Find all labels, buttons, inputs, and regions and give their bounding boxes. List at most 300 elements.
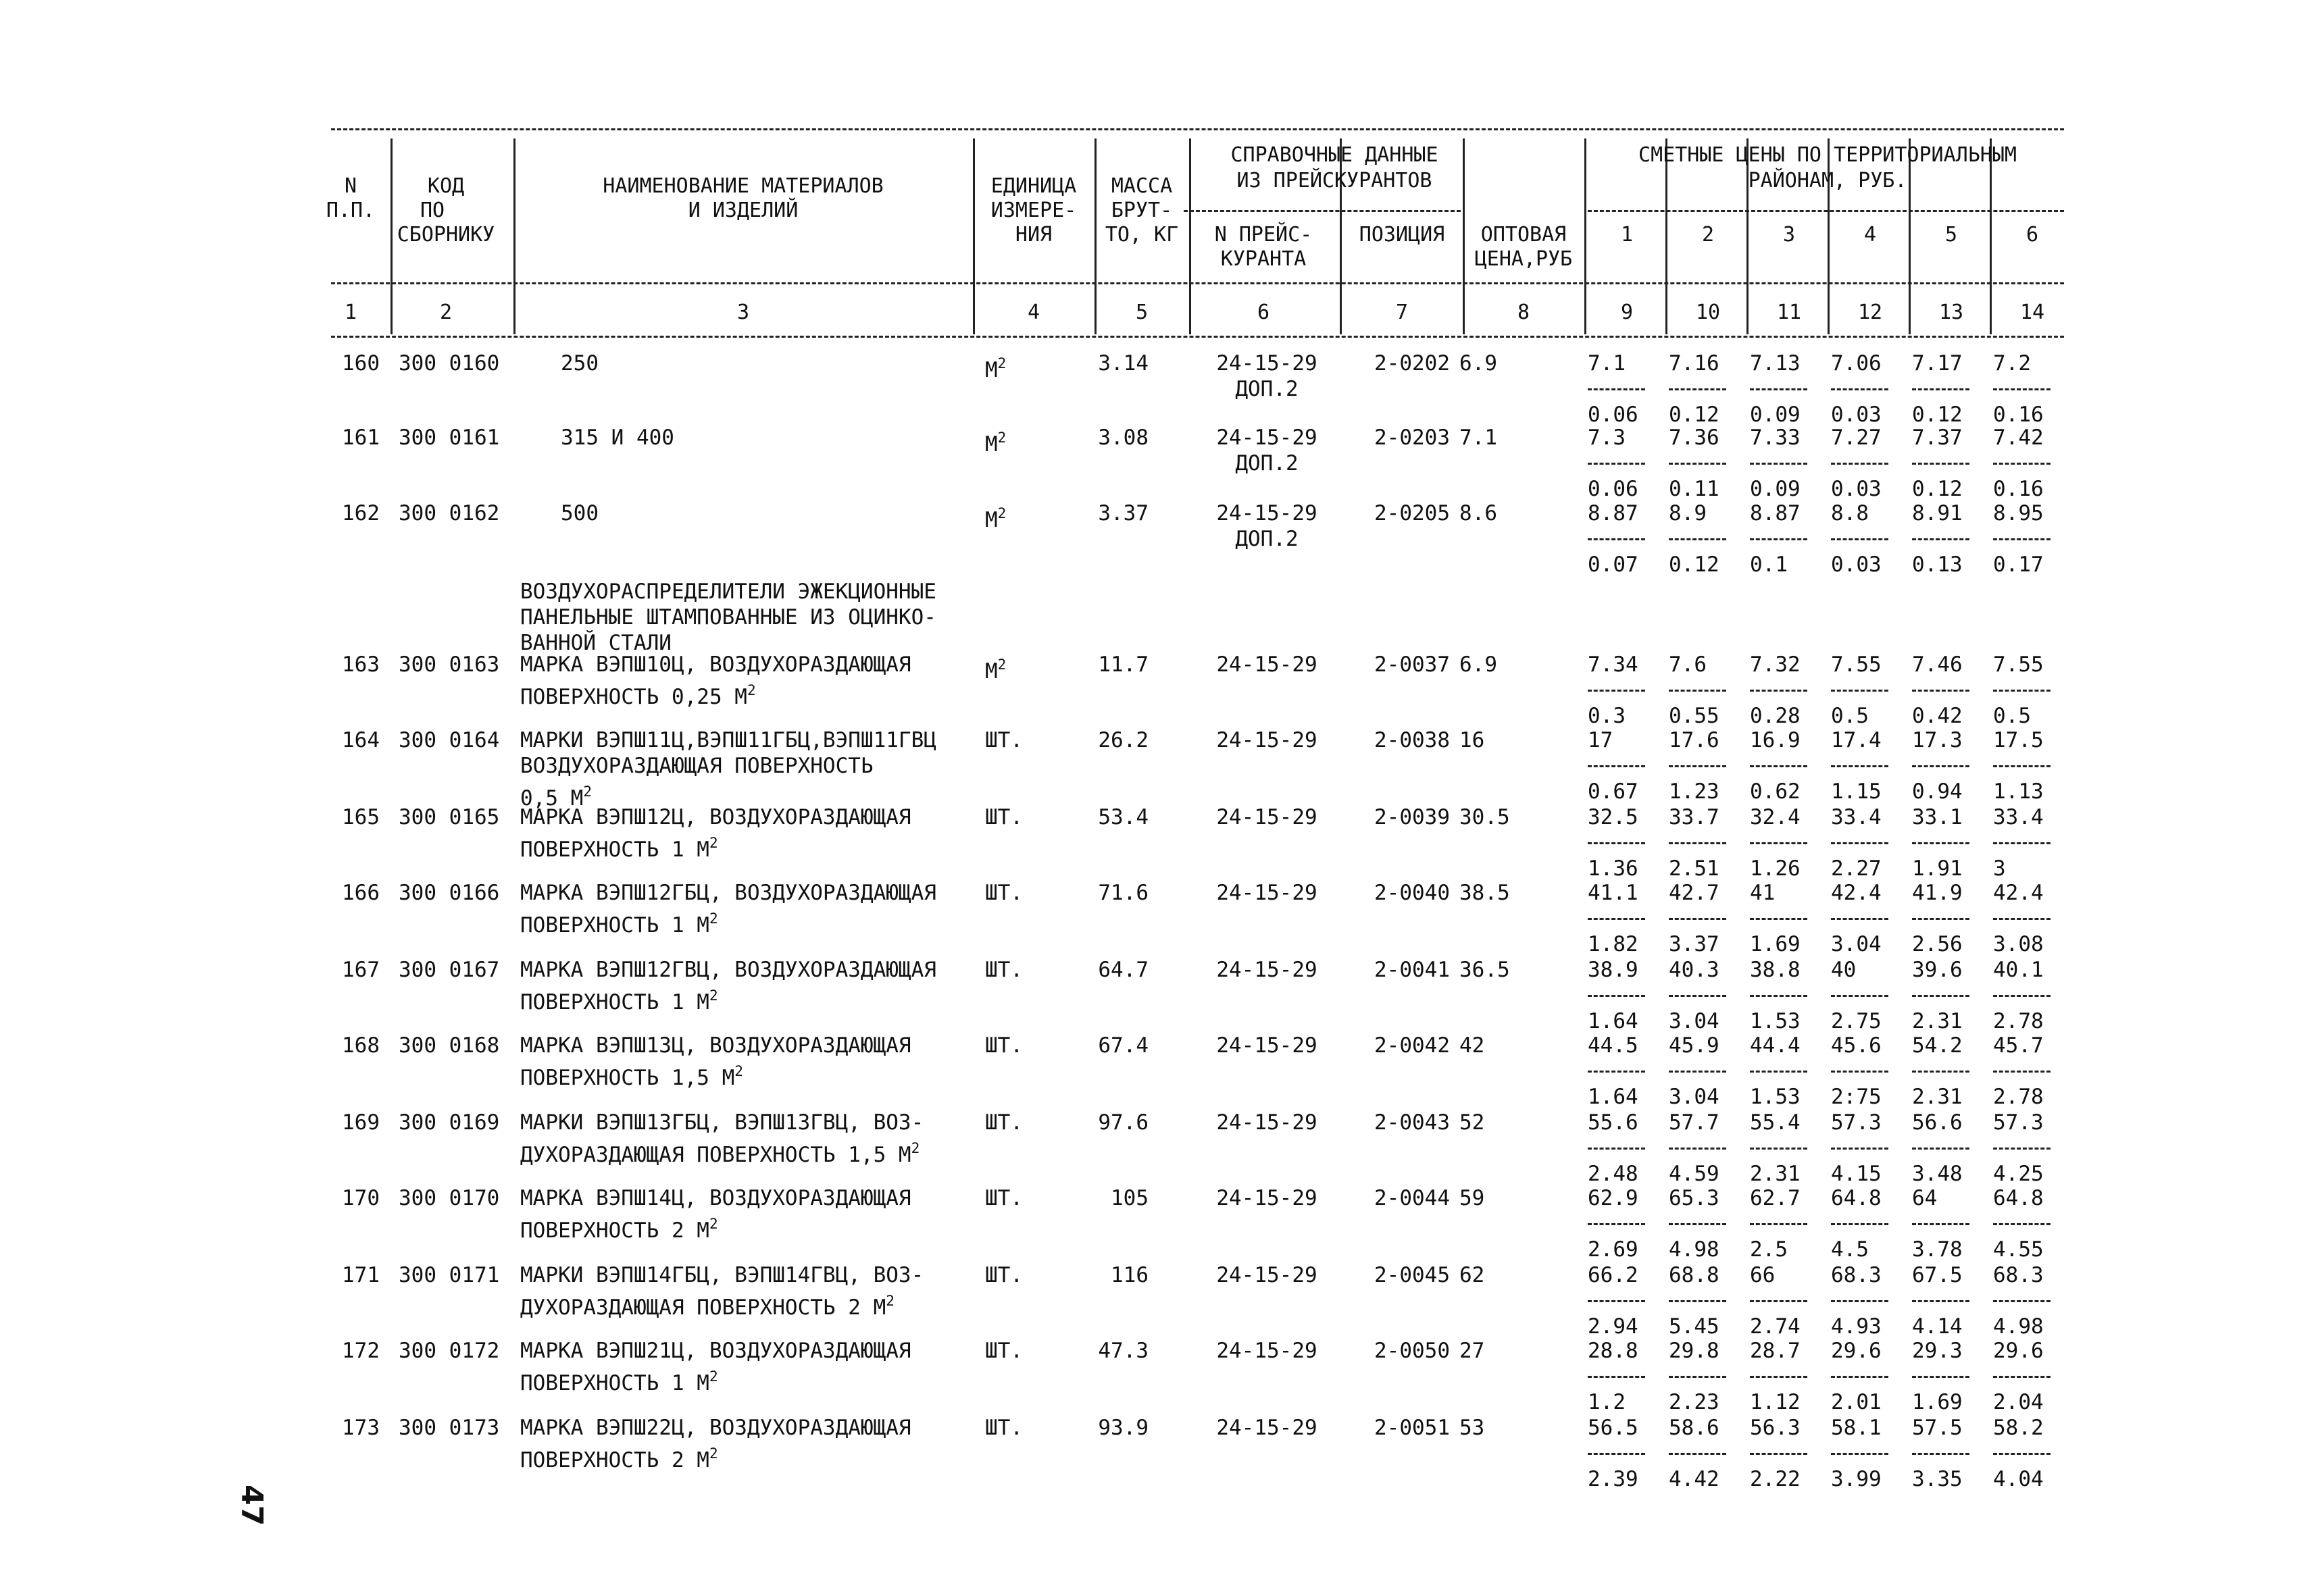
row-region-price-4: 58.1 [1831, 1416, 1882, 1440]
fraction-bar [1669, 388, 1726, 390]
row-wholesale-price: 27 [1459, 1339, 1485, 1363]
fraction-bar [1588, 538, 1645, 540]
row-region-transport-2: 4.98 [1669, 1237, 1719, 1262]
fraction-bar [1912, 1376, 1969, 1378]
superscript-exponent: 2 [709, 1216, 718, 1232]
row-region-transport-6: 0.5 [1993, 704, 2031, 728]
row-region-price-5: 39.6 [1912, 958, 1963, 982]
row-region-price-6: 64.8 [1993, 1186, 2044, 1210]
row-region-price-1: 8.87 [1588, 501, 1638, 525]
row-region-transport-4: 3.04 [1831, 932, 1882, 956]
row-price-list: 24-15-29 [1216, 351, 1317, 376]
row-region-transport-1: 0.07 [1588, 552, 1638, 577]
row-name-line: 250 [561, 351, 599, 376]
row-unit: ШТ. [985, 1033, 1023, 1058]
row-region-price-6: 58.2 [1993, 1416, 2044, 1440]
column-number-11: 11 [1776, 301, 1802, 324]
row-region-transport-4: 3.99 [1831, 1467, 1882, 1491]
column-number-13: 13 [1938, 301, 1964, 324]
fraction-bar [1912, 842, 1969, 844]
page-number: 47 [234, 1485, 269, 1526]
fraction-bar [1831, 1148, 1888, 1150]
column-separator [1746, 138, 1749, 334]
fraction-bar [1750, 690, 1807, 692]
row-region-price-1: 38.9 [1588, 958, 1638, 982]
row-unit: ШТ. [985, 1110, 1023, 1135]
row-region-price-5: 8.91 [1912, 501, 1963, 525]
fraction-bar [1993, 765, 2051, 767]
column-number-1: 1 [344, 301, 357, 324]
header-col1-line2: П.П. [326, 199, 376, 222]
superscript-exponent: 2 [709, 1445, 718, 1462]
header-col4-line3: НИЯ [1015, 223, 1053, 247]
fraction-bar [1588, 1453, 1645, 1455]
column-number-7: 7 [1395, 301, 1409, 324]
fraction-bar [1669, 1071, 1726, 1073]
row-mass: 3.14 [1098, 351, 1149, 376]
fraction-bar [1669, 995, 1726, 997]
row-name-line: ДУХОРАЗДАЮЩАЯ ПОВЕРХНОСТЬ 2 $М^2$ [520, 1293, 895, 1320]
row-wholesale-price: 7.1 [1459, 426, 1497, 450]
row-name-line: МАРКА ВЭПШ12Ц, ВОЗДУХОРАЗДАЮЩАЯ [520, 805, 911, 829]
row-code: 300 0166 [399, 881, 500, 905]
header-col6-line2: КУРАНТА [1220, 247, 1307, 271]
fraction-bar [1588, 1300, 1645, 1302]
fraction-bar [1831, 918, 1888, 920]
row-price-list: 24-15-29 [1216, 1033, 1317, 1058]
fraction-bar [1588, 1376, 1645, 1378]
row-region-price-2: 7.16 [1669, 351, 1719, 376]
header-ref-group-line1: СПРАВОЧНЫЕ ДАННЫЕ [1230, 143, 1438, 167]
row-number: 170 [342, 1186, 380, 1210]
superscript-exponent: 2 [709, 835, 718, 851]
row-region-transport-4: 2.01 [1831, 1390, 1882, 1414]
row-code: 300 0168 [399, 1033, 500, 1058]
row-code: 300 0171 [399, 1263, 500, 1287]
row-region-transport-4: 2:75 [1831, 1085, 1882, 1109]
row-name-line: МАРКИ ВЭПШ13ГБЦ, ВЭПШ13ГВЦ, ВОЗ- [520, 1110, 924, 1135]
fraction-bar [1669, 1376, 1726, 1378]
superscript-exponent: 2 [734, 1063, 743, 1079]
row-region-transport-5: 2.31 [1912, 1085, 1963, 1109]
row-unit: ШТ. [985, 1263, 1023, 1287]
header-col8-line1: ОПТОВАЯ [1480, 223, 1567, 247]
row-unit: $М^2$ [985, 430, 1007, 457]
fraction-bar [1831, 842, 1888, 844]
row-region-price-6: 7.55 [1993, 652, 2044, 677]
row-region-price-5: 67.5 [1912, 1263, 1963, 1287]
row-region-transport-3: 1.26 [1750, 856, 1801, 881]
row-name-line: МАРКИ ВЭПШ11Ц,ВЭПШ11ГБЦ,ВЭПШ11ГВЦ [520, 728, 936, 752]
row-number: 168 [342, 1033, 380, 1058]
row-region-price-1: 62.9 [1588, 1186, 1638, 1210]
column-number-9: 9 [1620, 301, 1634, 324]
row-region-transport-6: 4.98 [1993, 1314, 2044, 1339]
row-price-list: 24-15-29 [1216, 1110, 1317, 1135]
row-region-price-1: 41.1 [1588, 881, 1638, 905]
row-mass: 105 [1111, 1186, 1149, 1210]
header-prices-group-line1: СМЕТНЫЕ ЦЕНЫ ПО ТЕРРИТОРИАЛЬНЫМ [1638, 143, 2017, 167]
header-top-rule [331, 128, 2064, 130]
fraction-bar [1831, 1453, 1888, 1455]
fraction-bar [1912, 690, 1969, 692]
row-wholesale-price: 30.5 [1459, 805, 1510, 829]
header-col5-line1: МАССА [1111, 174, 1173, 198]
row-region-transport-3: 2.5 [1750, 1237, 1788, 1262]
row-region-price-5: 33.1 [1912, 805, 1963, 829]
fraction-bar [1912, 765, 1969, 767]
header-col2-line2: ПО [420, 199, 445, 222]
row-region-transport-4: 4.93 [1831, 1314, 1882, 1339]
row-region-transport-5: 3.48 [1912, 1162, 1963, 1186]
row-region-price-1: 7.34 [1588, 652, 1638, 677]
header-region-6: 6 [2026, 223, 2039, 247]
row-number: 160 [342, 351, 380, 376]
row-number: 167 [342, 958, 380, 982]
fraction-bar [1993, 1300, 2051, 1302]
row-region-price-6: 7.2 [1993, 351, 2031, 376]
row-price-list: 24-15-29 [1216, 1339, 1317, 1363]
row-region-price-2: 65.3 [1669, 1186, 1719, 1210]
header-region-1: 1 [1620, 223, 1634, 247]
row-position: 2-0050 [1374, 1339, 1450, 1363]
fraction-bar [1912, 1071, 1969, 1073]
row-region-transport-5: 0.42 [1912, 704, 1963, 728]
row-unit: $М^2$ [985, 355, 1007, 382]
row-name-line: ПОВЕРХНОСТЬ 1 $М^2$ [520, 910, 718, 937]
row-region-transport-1: 1.36 [1588, 856, 1638, 881]
row-region-transport-5: 2.31 [1912, 1009, 1963, 1033]
row-mass: 3.37 [1098, 501, 1149, 525]
header-ref-group-line2: ИЗ ПРЕЙСКУРАНТОВ [1236, 169, 1432, 192]
row-region-transport-3: 0.09 [1750, 403, 1801, 427]
fraction-bar [1993, 463, 2051, 465]
row-region-price-4: 68.3 [1831, 1263, 1882, 1287]
header-region-2: 2 [1701, 223, 1715, 247]
row-region-price-2: 45.9 [1669, 1033, 1719, 1058]
row-region-transport-6: 3.08 [1993, 932, 2044, 956]
header-col2-line1: КОД [427, 174, 465, 198]
row-region-price-2: 68.8 [1669, 1263, 1719, 1287]
row-price-list: 24-15-29 [1216, 1186, 1317, 1210]
row-region-transport-2: 3.04 [1669, 1085, 1719, 1109]
fraction-bar [1831, 1223, 1888, 1225]
row-region-price-4: 29.6 [1831, 1339, 1882, 1363]
row-region-price-1: 56.5 [1588, 1416, 1638, 1440]
column-number-4: 4 [1027, 301, 1040, 324]
header-region-4: 4 [1863, 223, 1877, 247]
row-mass: 26.2 [1098, 728, 1149, 752]
fraction-bar [1993, 918, 2051, 920]
header-mid-rule [331, 282, 2064, 284]
row-name-line: ПОВЕРХНОСТЬ 1,5 $М^2$ [520, 1063, 743, 1090]
row-region-price-3: 32.4 [1750, 805, 1801, 829]
row-price-list: 24-15-29 [1216, 501, 1317, 525]
row-region-price-3: 56.3 [1750, 1416, 1801, 1440]
superscript-exponent: 2 [997, 430, 1007, 446]
row-unit: ШТ. [985, 1186, 1023, 1210]
row-position: 2-0037 [1374, 652, 1450, 677]
header-region-5: 5 [1944, 223, 1958, 247]
fraction-bar [1750, 1376, 1807, 1378]
row-region-price-6: 45.7 [1993, 1033, 2044, 1058]
row-number: 173 [342, 1416, 380, 1440]
row-region-price-6: 17.5 [1993, 728, 2044, 752]
row-position: 2-0042 [1374, 1033, 1450, 1058]
fraction-bar [1831, 463, 1888, 465]
row-position: 2-0038 [1374, 728, 1450, 752]
fraction-bar [1588, 1071, 1645, 1073]
header-col1-line1: N [344, 174, 357, 198]
row-region-price-5: 29.3 [1912, 1339, 1963, 1363]
column-separator [1909, 138, 1911, 334]
row-position: 2-0051 [1374, 1416, 1450, 1440]
row-region-transport-4: 4.5 [1831, 1237, 1869, 1262]
row-region-price-3: 66 [1750, 1263, 1776, 1287]
row-region-transport-1: 1.64 [1588, 1009, 1638, 1033]
row-region-price-4: 17.4 [1831, 728, 1882, 752]
row-region-price-2: 7.36 [1669, 426, 1719, 450]
row-region-price-2: 8.9 [1669, 501, 1707, 525]
row-code: 300 0163 [399, 652, 500, 677]
row-region-price-1: 7.3 [1588, 426, 1626, 450]
fraction-bar [1750, 918, 1807, 920]
row-code: 300 0160 [399, 351, 500, 376]
row-region-transport-6: 1.13 [1993, 779, 2044, 804]
fraction-bar [1912, 463, 1969, 465]
row-name-line: МАРКА ВЭПШ12ГВЦ, ВОЗДУХОРАЗДАЮЩАЯ [520, 958, 936, 982]
superscript-exponent: 2 [709, 987, 718, 1004]
row-region-price-2: 29.8 [1669, 1339, 1719, 1363]
section-title-line-2: ПАНЕЛЬНЫЕ ШТАМПОВАННЫЕ ИЗ ОЦИНКО- [520, 605, 936, 629]
row-region-transport-4: 2.27 [1831, 856, 1882, 881]
fraction-bar [1912, 995, 1969, 997]
row-region-price-3: 41 [1750, 881, 1776, 905]
row-region-price-4: 57.3 [1831, 1110, 1882, 1135]
fraction-bar [1993, 388, 2051, 390]
row-region-price-5: 64 [1912, 1186, 1938, 1210]
row-region-price-4: 33.4 [1831, 805, 1882, 829]
superscript-exponent: 2 [747, 682, 756, 698]
row-region-price-3: 62.7 [1750, 1186, 1801, 1210]
fraction-bar [1993, 690, 2051, 692]
row-region-price-6: 57.3 [1993, 1110, 2044, 1135]
column-separator [391, 138, 393, 334]
row-code: 300 0162 [399, 501, 500, 525]
superscript-exponent: 2 [709, 1368, 718, 1385]
row-region-price-5: 7.17 [1912, 351, 1963, 376]
row-name-line: МАРКА ВЭПШ21Ц, ВОЗДУХОРАЗДАЮЩАЯ [520, 1339, 911, 1363]
row-region-price-5: 56.6 [1912, 1110, 1963, 1135]
fraction-bar [1831, 995, 1888, 997]
row-region-transport-2: 0.55 [1669, 704, 1719, 728]
column-separator [1990, 138, 1992, 334]
row-region-price-6: 68.3 [1993, 1263, 2044, 1287]
row-region-transport-2: 3.37 [1669, 932, 1719, 956]
row-unit: ШТ. [985, 881, 1023, 905]
row-region-transport-1: 1.2 [1588, 1390, 1626, 1414]
row-wholesale-price: 8.6 [1459, 501, 1497, 525]
row-region-price-2: 33.7 [1669, 805, 1719, 829]
row-number: 161 [342, 426, 380, 450]
fraction-bar [1750, 765, 1807, 767]
fraction-bar [1588, 463, 1645, 465]
fraction-bar [1831, 388, 1888, 390]
fraction-bar [1588, 918, 1645, 920]
row-wholesale-price: 62 [1459, 1263, 1485, 1287]
row-region-price-6: 7.42 [1993, 426, 2044, 450]
row-region-price-2: 57.7 [1669, 1110, 1719, 1135]
header-col3-line1: НАИМЕНОВАНИЕ МАТЕРИАЛОВ [603, 174, 884, 198]
row-region-price-3: 28.7 [1750, 1339, 1801, 1363]
row-region-price-6: 40.1 [1993, 958, 2044, 982]
fraction-bar [1993, 538, 2051, 540]
row-region-transport-2: 0.11 [1669, 477, 1719, 501]
header-col5-line2: БРУТ- [1111, 199, 1173, 222]
row-region-transport-4: 1.15 [1831, 779, 1882, 804]
row-mass: 3.08 [1098, 426, 1149, 450]
header-region-3: 3 [1782, 223, 1796, 247]
prices-group-rule [1588, 210, 2064, 212]
row-price-list: 24-15-29 [1216, 652, 1317, 677]
row-name-line: 315 И 400 [561, 426, 674, 450]
row-wholesale-price: 52 [1459, 1110, 1485, 1135]
row-region-transport-1: 0.67 [1588, 779, 1638, 804]
fraction-bar [1669, 463, 1726, 465]
superscript-exponent: 2 [997, 657, 1007, 673]
row-region-price-6: 29.6 [1993, 1339, 2044, 1363]
fraction-bar [1993, 1453, 2051, 1455]
row-number: 166 [342, 881, 380, 905]
header-col2-line3: СБОРНИКУ [397, 223, 495, 247]
row-region-price-2: 58.6 [1669, 1416, 1719, 1440]
row-region-price-4: 40 [1831, 958, 1857, 982]
row-region-transport-6: 4.55 [1993, 1237, 2044, 1262]
row-unit: ШТ. [985, 728, 1023, 752]
fraction-bar [1912, 1148, 1969, 1150]
row-wholesale-price: 36.5 [1459, 958, 1510, 982]
row-region-price-1: 28.8 [1588, 1339, 1638, 1363]
fraction-bar [1993, 1223, 2051, 1225]
row-price-list: 24-15-29 [1216, 1263, 1317, 1287]
row-mass: 93.9 [1098, 1416, 1149, 1440]
row-name-line: МАРКА ВЭПШ14Ц, ВОЗДУХОРАЗДАЮЩАЯ [520, 1186, 911, 1210]
fraction-bar [1750, 1071, 1807, 1073]
row-region-price-3: 38.8 [1750, 958, 1801, 982]
row-region-price-1: 17 [1588, 728, 1613, 752]
row-name-line: ПОВЕРХНОСТЬ 2 $М^2$ [520, 1445, 718, 1472]
row-region-transport-4: 4.15 [1831, 1162, 1882, 1186]
row-region-price-3: 7.33 [1750, 426, 1801, 450]
fraction-bar [1912, 538, 1969, 540]
row-mass: 71.6 [1098, 881, 1149, 905]
row-wholesale-price: 6.9 [1459, 652, 1497, 677]
column-separator [1665, 138, 1667, 334]
fraction-bar [1750, 1300, 1807, 1302]
fraction-bar [1750, 388, 1807, 390]
row-region-price-2: 40.3 [1669, 958, 1719, 982]
fraction-bar [1750, 463, 1807, 465]
row-region-transport-4: 0.5 [1831, 704, 1869, 728]
fraction-bar [1831, 1300, 1888, 1302]
column-number-14: 14 [2019, 301, 2045, 324]
row-name-line: 0,5 $М^2$ [520, 783, 592, 810]
fraction-bar [1588, 842, 1645, 844]
row-code: 300 0167 [399, 958, 500, 982]
row-position: 2-0044 [1374, 1186, 1450, 1210]
row-region-price-4: 7.55 [1831, 652, 1882, 677]
row-region-price-2: 7.6 [1669, 652, 1707, 677]
row-number: 162 [342, 501, 380, 525]
row-name-line: МАРКА ВЭПШ10Ц, ВОЗДУХОРАЗДАЮЩАЯ [520, 652, 911, 677]
header-col3-line2: И ИЗДЕЛИЙ [688, 199, 799, 222]
row-region-price-5: 17.3 [1912, 728, 1963, 752]
row-region-transport-1: 2.39 [1588, 1467, 1638, 1491]
row-number: 171 [342, 1263, 380, 1287]
row-mass: 116 [1111, 1263, 1149, 1287]
ref-group-rule [1184, 210, 1461, 212]
row-region-price-3: 44.4 [1750, 1033, 1801, 1058]
row-mass: 67.4 [1098, 1033, 1149, 1058]
row-region-transport-5: 0.94 [1912, 779, 1963, 804]
row-name-line: ПОВЕРХНОСТЬ 1 $М^2$ [520, 835, 718, 862]
fraction-bar [1993, 842, 2051, 844]
row-unit: $М^2$ [985, 505, 1007, 532]
section-title-line-1: ВОЗДУХОРАСПРЕДЕЛИТЕЛИ ЭЖЕКЦИОННЫЕ [520, 580, 936, 604]
row-region-transport-2: 0.12 [1669, 403, 1719, 427]
row-region-transport-2: 2.23 [1669, 1390, 1719, 1414]
row-region-transport-4: 0.03 [1831, 403, 1882, 427]
fraction-bar [1669, 538, 1726, 540]
row-region-transport-6: 0.17 [1993, 552, 2044, 577]
row-code: 300 0161 [399, 426, 500, 450]
column-number-12: 12 [1857, 301, 1883, 324]
row-number: 165 [342, 805, 380, 829]
superscript-exponent: 2 [911, 1140, 920, 1156]
row-price-list: 24-15-29 [1216, 426, 1317, 450]
row-position: 2-0203 [1374, 426, 1450, 450]
row-region-transport-2: 1.23 [1669, 779, 1719, 804]
fraction-bar [1669, 1300, 1726, 1302]
row-region-transport-3: 2.31 [1750, 1162, 1801, 1186]
row-region-transport-3: 2.22 [1750, 1467, 1801, 1491]
fraction-bar [1588, 1223, 1645, 1225]
row-wholesale-price: 53 [1459, 1416, 1485, 1440]
column-separator [1340, 138, 1342, 334]
row-mass: 64.7 [1098, 958, 1149, 982]
row-region-transport-3: 0.1 [1750, 552, 1788, 577]
row-region-transport-6: 0.16 [1993, 477, 2044, 501]
row-price-list: 24-15-29 [1216, 1416, 1317, 1440]
row-region-price-1: 32.5 [1588, 805, 1638, 829]
row-region-transport-1: 0.3 [1588, 704, 1626, 728]
row-code: 300 0173 [399, 1416, 500, 1440]
row-region-transport-1: 0.06 [1588, 477, 1638, 501]
row-position: 2-0045 [1374, 1263, 1450, 1287]
row-region-transport-6: 4.04 [1993, 1467, 2044, 1491]
fraction-bar [1993, 1376, 2051, 1378]
row-code: 300 0170 [399, 1186, 500, 1210]
fraction-bar [1669, 765, 1726, 767]
column-number-8: 8 [1517, 301, 1530, 324]
fraction-bar [1750, 1223, 1807, 1225]
fraction-bar [1831, 1376, 1888, 1378]
row-region-transport-6: 3 [1993, 856, 2006, 881]
row-position: 2-0205 [1374, 501, 1450, 525]
row-region-transport-2: 0.12 [1669, 552, 1719, 577]
row-region-price-4: 7.06 [1831, 351, 1882, 376]
superscript-exponent: 2 [997, 355, 1007, 371]
